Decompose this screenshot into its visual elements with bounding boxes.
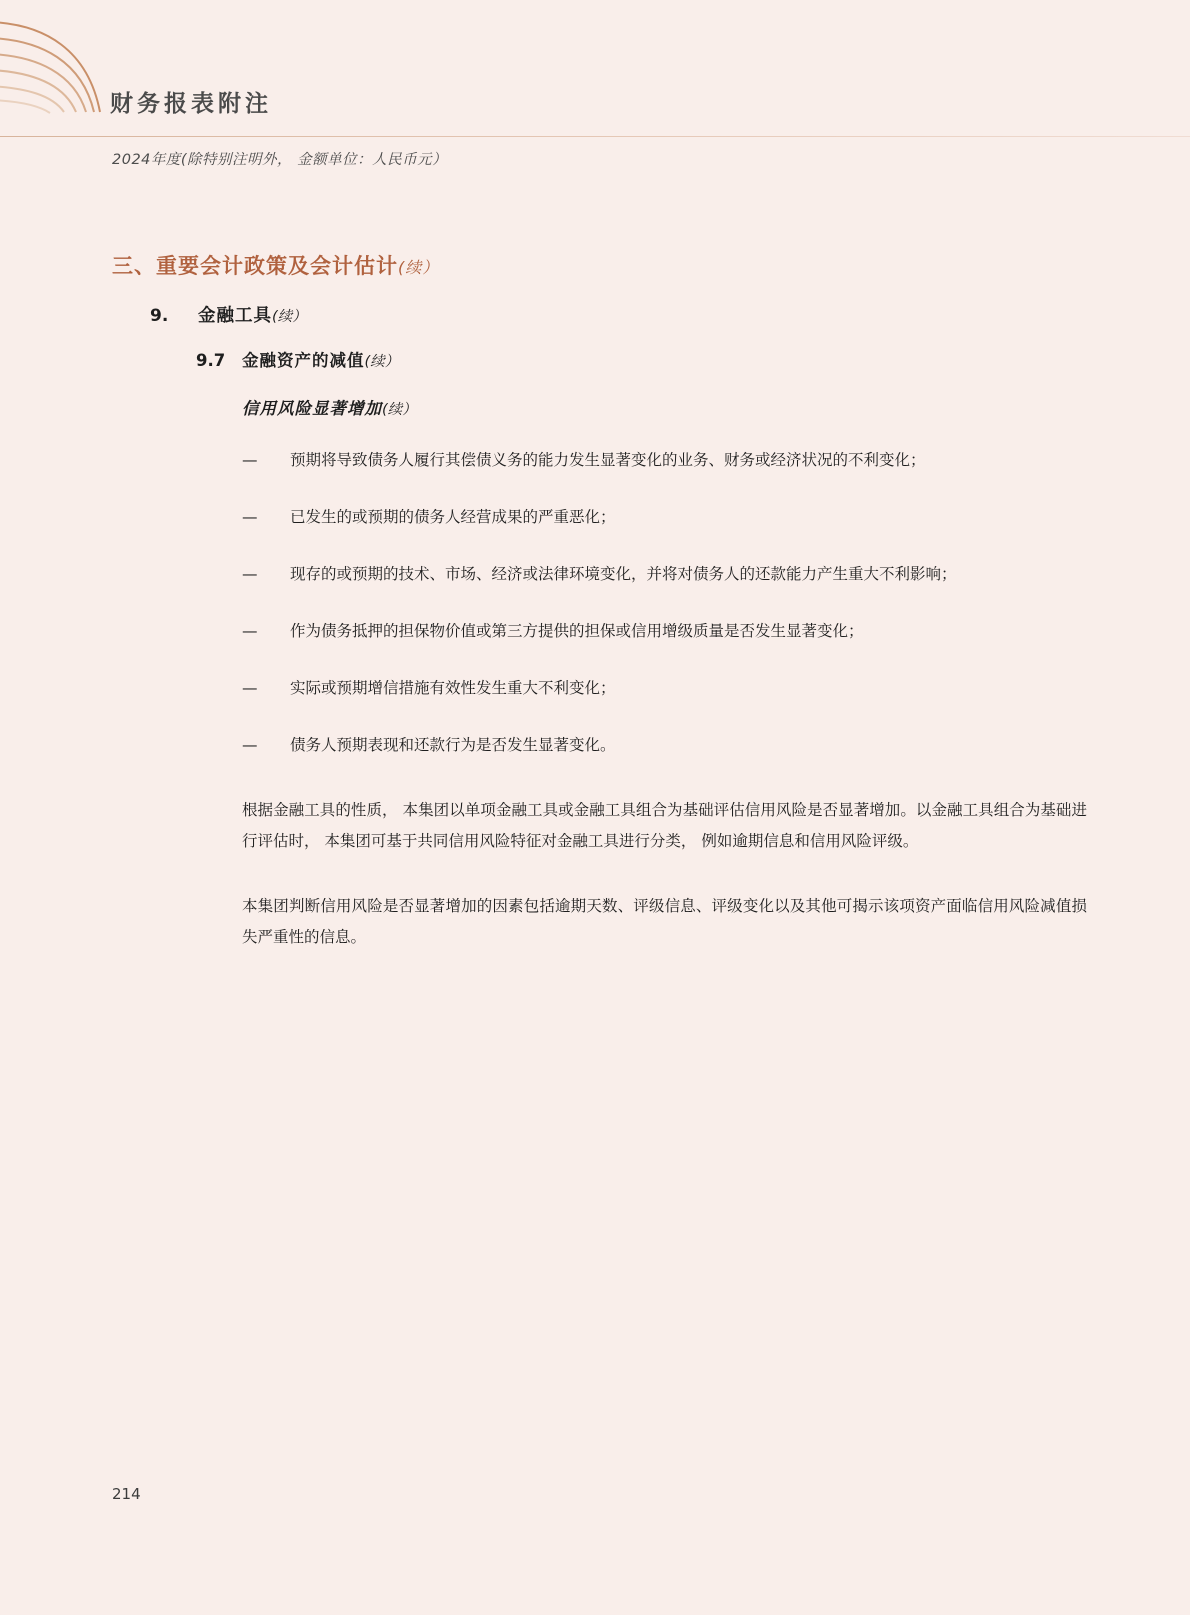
document-content — [0, 250, 1190, 953]
list-item — [242, 673, 1087, 704]
item-heading — [150, 302, 1190, 327]
bullet-marker: — — [242, 622, 258, 640]
swoosh-lines-ornament — [0, 0, 300, 140]
body-paragraph: 本集团判断信用风险是否显著增加的因素包括逾期天数、评级信息、评级变化以及其他可揭示该项资产面临信用风险减值损失严重性的信息。 — [242, 897, 1087, 946]
body-paragraph: 根据金融工具的性质， 本集团以单项金融工具或金融工具组合为基础评估信用风险是否显著增加。以金融工具组合为基础进行评估时， 本集团可基于共同信用风险特征对金融工具进行分类， 例如逾期信息和信用风险评级。 — [242, 801, 1087, 850]
subitem-continued: (续） — [364, 354, 400, 370]
bullet-list — [242, 445, 1087, 761]
page-number: 214 — [112, 1485, 141, 1503]
bullet-text: 实际或预期增信措施有效性发生重大不利变化； — [290, 679, 616, 697]
bullet-text: 作为债务抵押的担保物价值或第三方提供的担保或信用增级质量是否发生显著变化； — [290, 622, 864, 640]
item-continued: (续） — [272, 309, 307, 325]
header-divider — [0, 136, 1190, 137]
item-number: 9. — [150, 306, 169, 326]
list-item — [242, 730, 1087, 761]
list-item — [242, 559, 1087, 590]
subitem-number: 9.7 — [196, 351, 226, 370]
bullet-text: 债务人预期表现和还款行为是否发生显著变化。 — [290, 736, 616, 754]
header-subtitle: 2024年度(除特别注明外， 金额单位：人民币元） — [112, 152, 448, 168]
subheading-continued: (续） — [382, 402, 417, 418]
subitem-title: 金融资产的减值 — [242, 351, 365, 370]
section-heading-continued: (续） — [398, 258, 440, 277]
subheading — [242, 395, 1190, 419]
list-item — [242, 616, 1087, 647]
bullet-text: 现存的或预期的技术、市场、经济或法律环境变化，并将对债务人的还款能力产生重大不利影响； — [290, 565, 957, 583]
bullet-marker: — — [242, 508, 258, 526]
page-header — [0, 0, 1190, 168]
subheading-text: 信用风险显著增加 — [242, 399, 382, 418]
list-item — [242, 445, 1087, 476]
list-item — [242, 502, 1087, 533]
bullet-marker: — — [242, 565, 258, 583]
page-title: 财务报表附注 — [110, 90, 272, 117]
bullet-text: 预期将导致债务人履行其偿债义务的能力发生显著变化的业务、财务或经济状况的不利变化； — [290, 451, 926, 469]
subitem-heading — [196, 347, 1190, 371]
section-heading-text: 三、重要会计政策及会计估计 — [112, 254, 398, 278]
bullet-marker: — — [242, 736, 258, 754]
section-heading — [112, 250, 1190, 280]
bullet-marker: — — [242, 451, 258, 469]
item-title: 金融工具 — [198, 306, 272, 326]
bullet-text: 已发生的或预期的债务人经营成果的严重恶化； — [290, 508, 616, 526]
bullet-marker: — — [242, 679, 258, 697]
